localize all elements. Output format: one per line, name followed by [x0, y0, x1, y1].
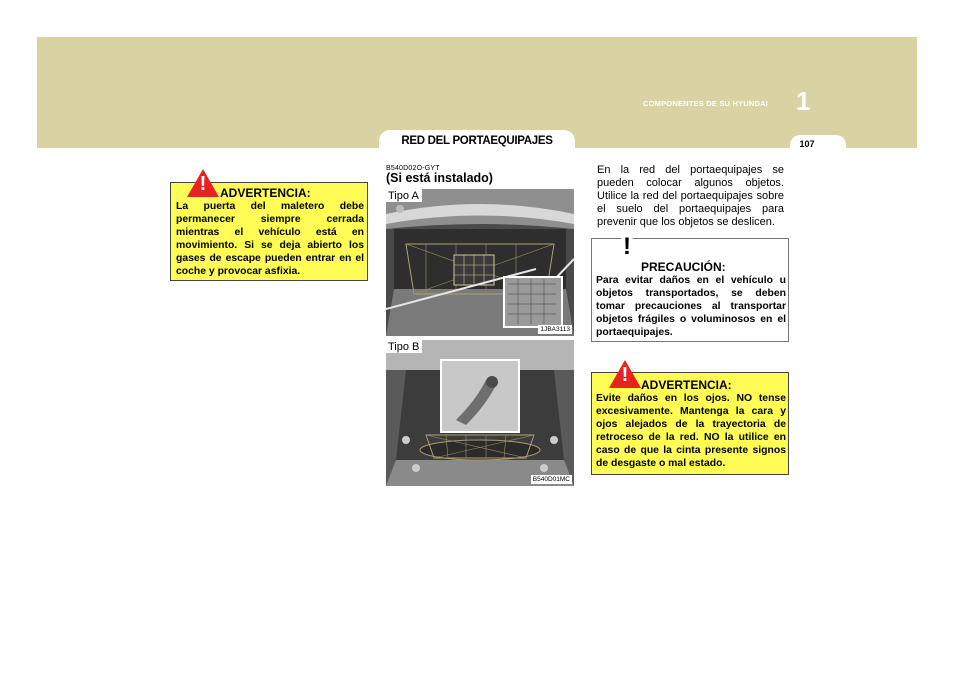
- exclamation-icon: !: [199, 173, 207, 195]
- warning-heading: ADVERTENCIA:: [641, 378, 732, 392]
- trunk-net-photo-type-b: [386, 340, 574, 486]
- image-code-type-b: B540D01MC: [532, 476, 570, 483]
- caution-text: Para evitar daños en el vehículo u objetos transportados, se deben tomar precauciones al transportar objetos frágiles o voluminosos en el portaequipajes.: [596, 275, 786, 338]
- caution-heading: PRECAUCIÓN:: [641, 260, 726, 274]
- chapter-label: COMPONENTES DE SU HYUNDAI: [643, 99, 769, 108]
- section-code: B540D02O-GYT: [386, 165, 440, 172]
- image-label-type-b: Tipo B: [386, 340, 422, 353]
- trunk-net-illustration-b: [386, 340, 574, 486]
- warning-text: Evite daños en los ojos. NO tense excesivamente. Mantenga la cara y ojos alejados de la trayectoria de retroceso de la red. NO la utilice en caso de que la cinta presente signos de desgaste o mal estado.: [596, 393, 786, 469]
- chapter-number: 1: [796, 86, 811, 116]
- warning-box-trunk: [170, 173, 368, 281]
- caution-box: [591, 233, 789, 342]
- warning-box-eyes: [591, 364, 789, 475]
- trunk-net-photo-type-a: [386, 189, 574, 336]
- exclamation-icon: !: [621, 364, 629, 386]
- image-label-type-a: Tipo A: [386, 189, 422, 202]
- section-subtitle: (Si está instalado): [386, 171, 493, 185]
- warning-text: La puerta del maletero debe permanecer siempre cerrada mientras el vehículo está en movimiento. Si se deja abierto los gases de escape pueden entrar en el coche y provocar asfixia.: [176, 201, 364, 277]
- section-title: RED DEL PORTAEQUIPAJES: [401, 135, 553, 147]
- intro-paragraph: En la red del portaequipajes se pueden colocar algunos objetos. Utilice la red del portaequipajes sobre el suelo del portaequipajes para prevenir que los objetos se deslicen.: [597, 164, 784, 228]
- image-code-type-a: 1JBA3113: [540, 326, 570, 333]
- warning-heading: ADVERTENCIA:: [220, 186, 311, 200]
- exclamation-icon: !: [623, 233, 631, 260]
- trunk-net-illustration: [386, 189, 574, 336]
- page-number: 107: [799, 139, 815, 149]
